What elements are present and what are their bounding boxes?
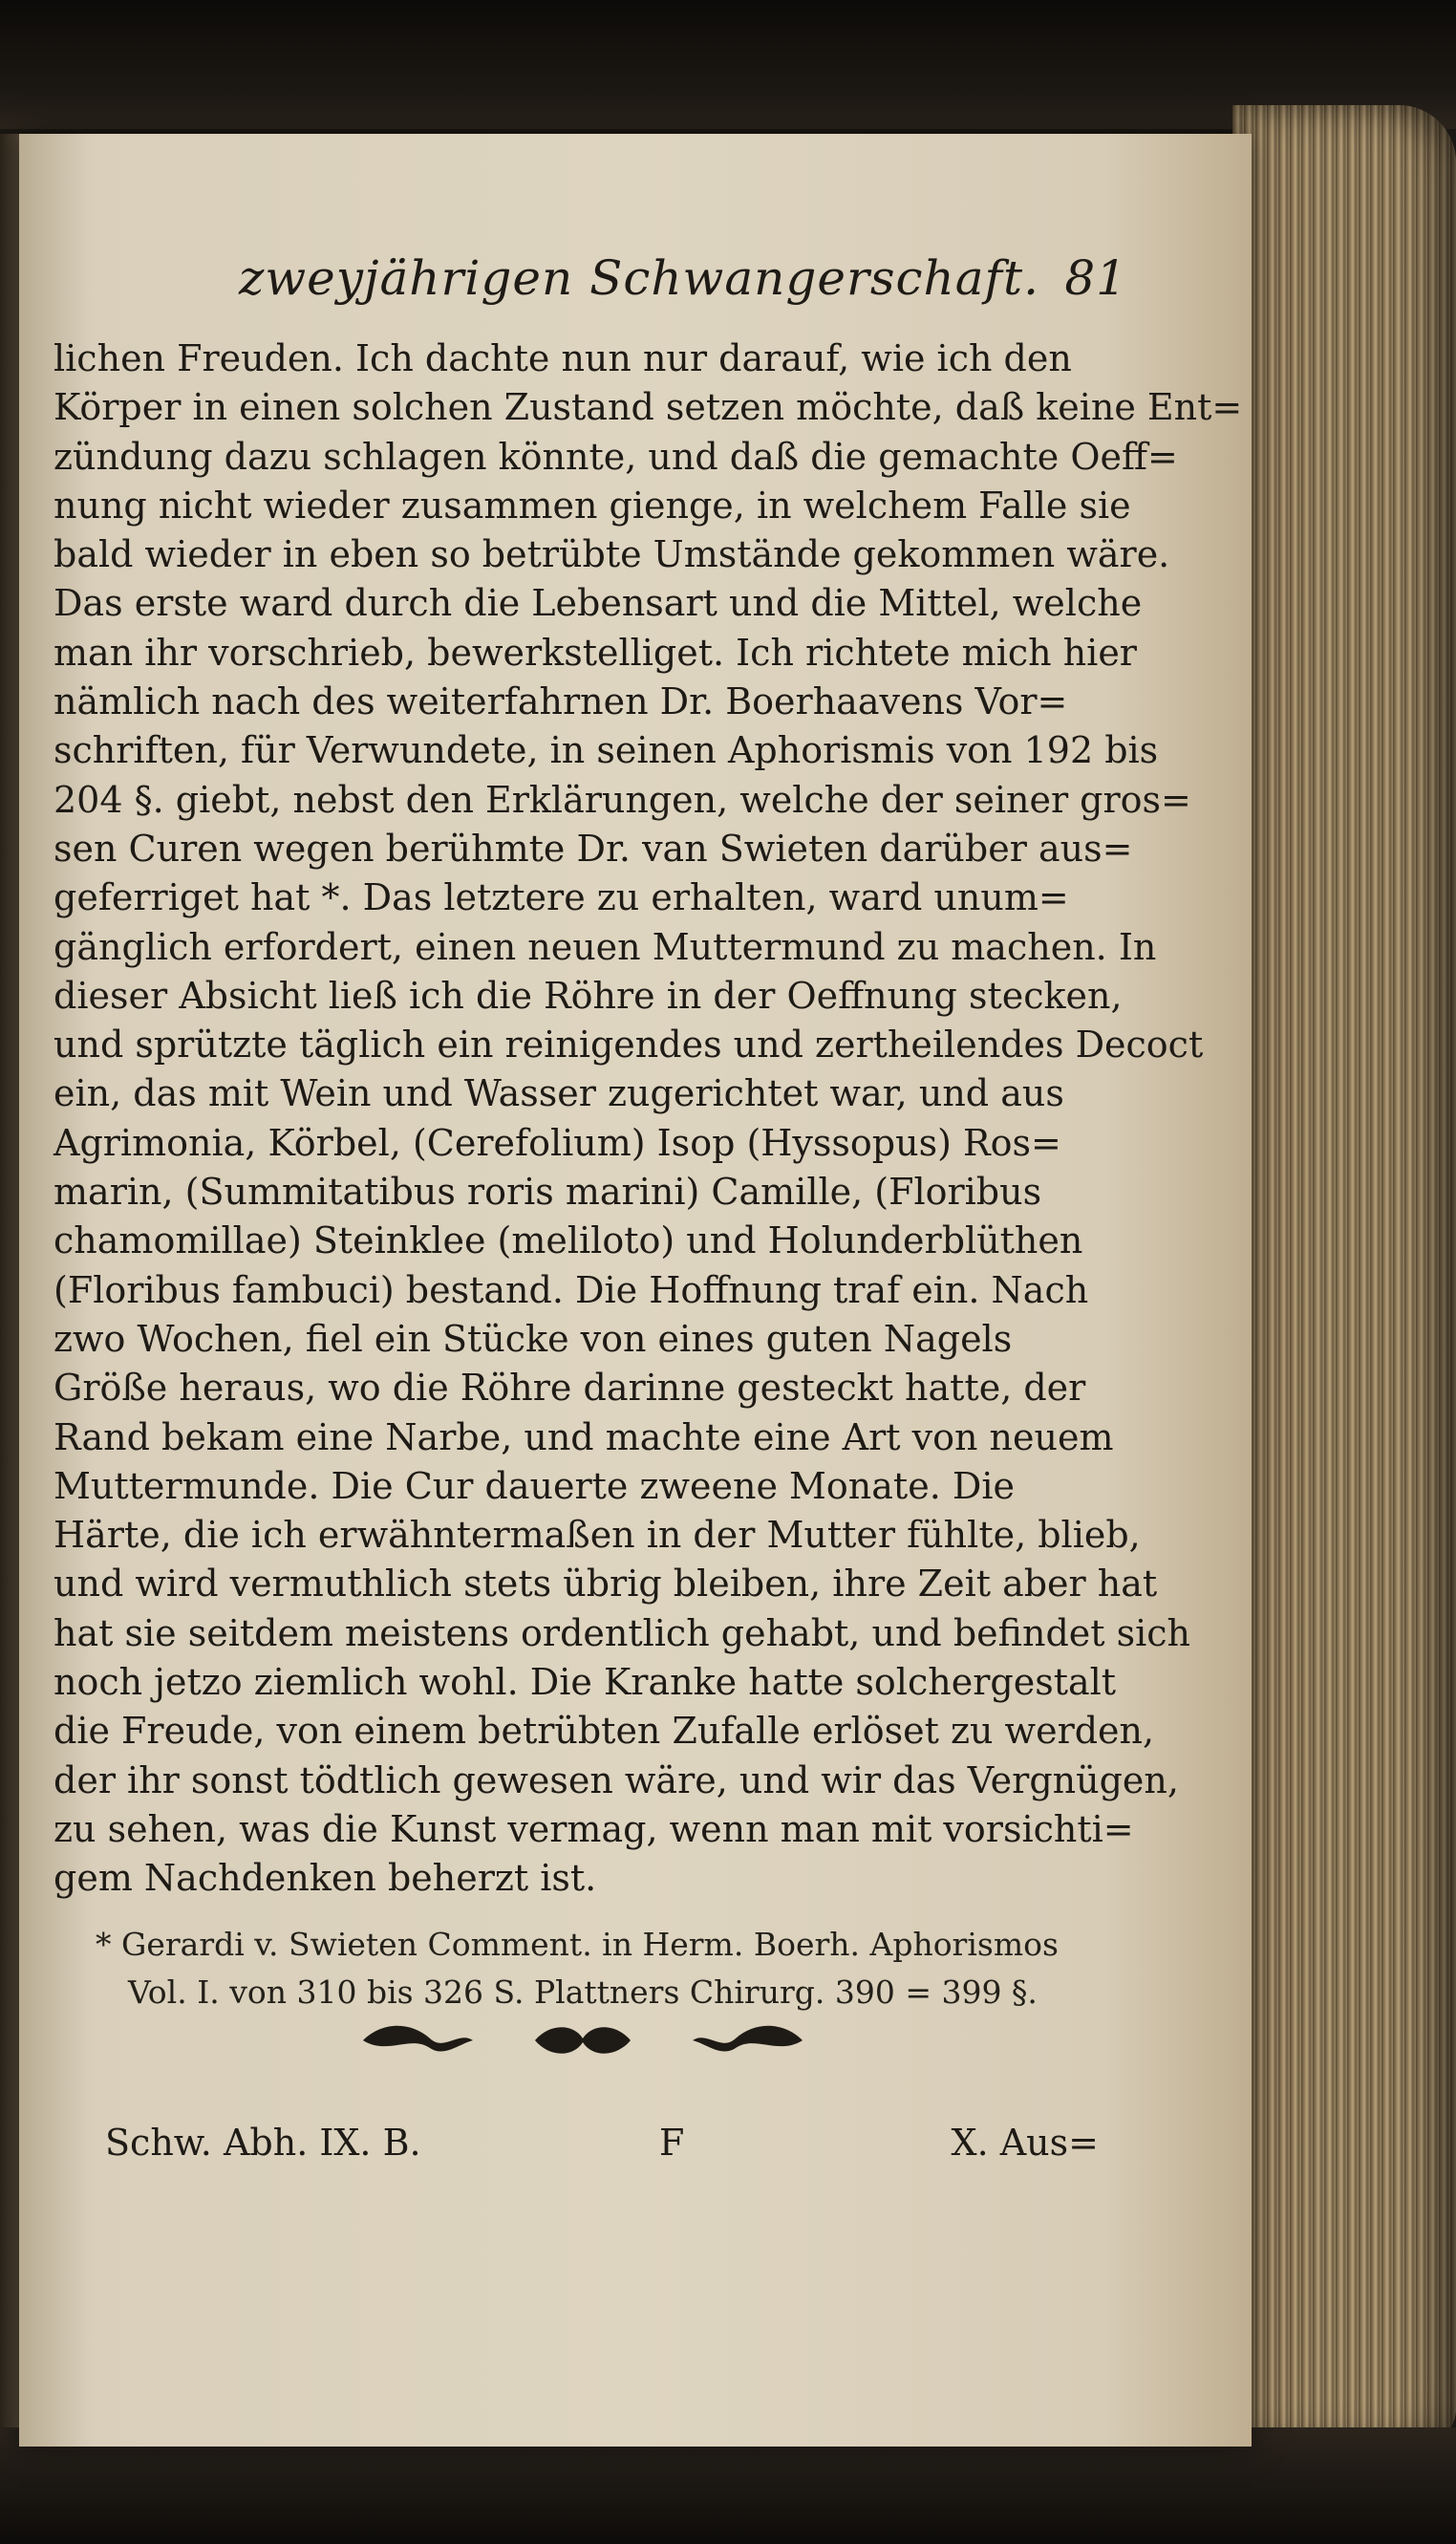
- text-line: (Floribus fambuci) bestand. Die Hoffnung traf ein. Nach: [54, 1268, 1089, 1311]
- book-page-edges: [1232, 105, 1456, 2447]
- decorative-ornament: [353, 2012, 812, 2069]
- running-head: [191, 250, 1127, 308]
- text-line: Härte, die ich erwähntermaßen in der Mutter fühlte, blieb,: [54, 1514, 1141, 1557]
- text-line: dieser Absicht ließ ich die Röhre in der Oeffnung stecken,: [54, 974, 1123, 1017]
- text-line: bald wieder in eben so betrübte Umstände gekommen wäre.: [54, 533, 1170, 576]
- text-line: man ihr vorschrieb, bewerkstelliget. Ich richtete mich hier: [54, 631, 1137, 674]
- text-line: noch jetzo ziemlich wohl. Die Kranke hatte solchergestalt: [54, 1661, 1117, 1704]
- text-line: chamomillae) Steinklee (meliloto) und Holunderblüthen: [54, 1219, 1083, 1262]
- signature-line: Schw. Abh. IX. B.: [105, 2122, 421, 2164]
- book-page: [19, 134, 1252, 2447]
- text-line: Körper in einen solchen Zustand setzen möchte, daß keine Ent=: [54, 386, 1243, 429]
- text-line: zu sehen, was die Kunst vermag, wenn man mit vorsichti=: [54, 1807, 1134, 1850]
- text-line: Muttermunde. Die Cur dauerte zweene Monate. Die: [54, 1464, 1015, 1507]
- ornament-flourish-center: [535, 2027, 631, 2054]
- page-footer: [105, 2122, 1099, 2179]
- running-head-title: zweyjährigen Schwangerschaft.: [239, 250, 1040, 306]
- text-line: ein, das mit Wein und Wasser zugerichtet war, und aus: [54, 1072, 1064, 1115]
- text-line: Größe heraus, wo die Röhre darinne gesteckt hatte, der: [54, 1367, 1086, 1410]
- text-line: hat sie seitdem meistens ordentlich gehabt, und befindet sich: [54, 1611, 1191, 1654]
- text-line: schriften, für Verwundete, in seinen Aphorismis von 192 bis: [54, 729, 1159, 772]
- body-text: [54, 334, 1243, 1904]
- text-line: 204 §. giebt, nebst den Erklärungen, welche der seiner gros=: [54, 778, 1191, 821]
- text-line: Rand bekam eine Narbe, und machte eine Art von neuem: [54, 1415, 1114, 1458]
- text-line: sen Curen wegen berühmte Dr. van Swieten darüber aus=: [54, 827, 1133, 870]
- text-line: gänglich erfordert, einen neuen Muttermund zu machen. In: [54, 925, 1157, 968]
- text-line: und sprützte täglich ein reinigendes und zertheilendes Decoct: [54, 1024, 1204, 1067]
- text-line: gem Nachdenken beherzt ist.: [54, 1857, 597, 1900]
- catchword: X. Aus=: [951, 2122, 1099, 2164]
- footnote-line: Vol. I. von 310 bis 326 S. Plattners Chirurg. 390 = 399 §.: [128, 1973, 1038, 2011]
- text-line: lichen Freuden. Ich dachte nun nur darauf, wie ich den: [54, 337, 1072, 379]
- text-line: geferriget hat *. Das letztere zu erhalten, ward unum=: [54, 876, 1069, 919]
- text-line: der ihr sonst tödtlich gewesen wäre, und wir das Vergnügen,: [54, 1758, 1179, 1801]
- text-line: die Freude, von einem betrübten Zufalle erlöset zu werden,: [54, 1710, 1155, 1753]
- footnote-line: * Gerardi v. Swieten Comment. in Herm. Boerh. Aphorismos: [96, 1926, 1059, 1963]
- text-line: zündung dazu schlagen könnte, und daß die gemachte Oeff=: [54, 435, 1178, 478]
- text-line: nämlich nach des weiterfahrnen Dr. Boerhaavens Vor=: [54, 680, 1068, 723]
- sheet-mark: F: [659, 2122, 685, 2164]
- text-line: Agrimonia, Körbel, (Cerefolium) Isop (Hyssopus) Ros=: [54, 1121, 1061, 1164]
- text-line: zwo Wochen, fiel ein Stücke von eines guten Nagels: [54, 1317, 1013, 1360]
- text-line: Das erste ward durch die Lebensart und die Mittel, welche: [54, 582, 1143, 625]
- footnote: [96, 1921, 1146, 2016]
- page-number: 81: [1064, 250, 1127, 306]
- ornament-flourish-left: [363, 2026, 473, 2052]
- text-line: nung nicht wieder zusammen gienge, in welchem Falle sie: [54, 484, 1131, 527]
- text-line: und wird vermuthlich stets übrig bleiben, ihre Zeit aber hat: [54, 1563, 1158, 1606]
- text-line: marin, (Summitatibus roris marini) Camille, (Floribus: [54, 1171, 1042, 1214]
- ornament-flourish-right: [693, 2026, 803, 2052]
